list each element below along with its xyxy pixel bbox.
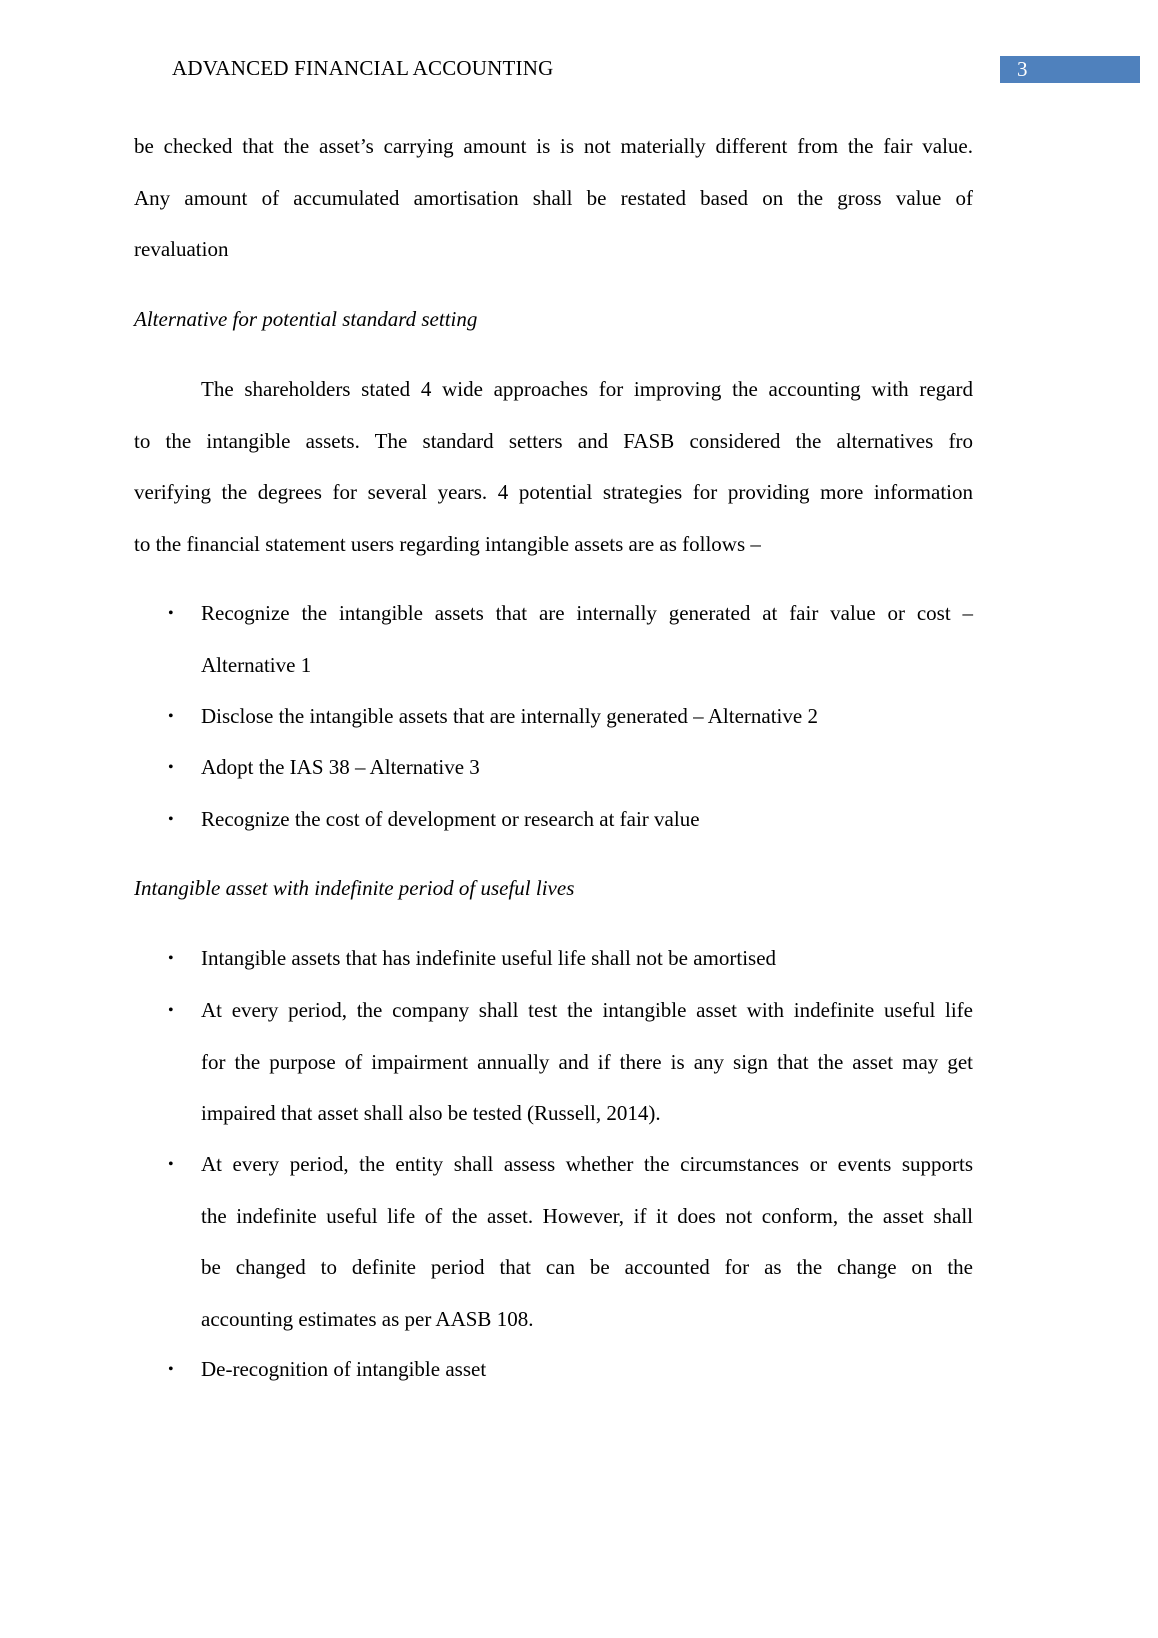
text-line: verifying the degrees for several years. 4 potential strategies for providing more information: [134, 480, 973, 505]
text-line: Recognize the intangible assets that are internally generated at fair value or cost –: [201, 601, 973, 625]
page-number: 3: [1017, 57, 1028, 81]
bullet-icon: •: [168, 708, 174, 725]
text-line: Intangible assets that has indefinite useful life shall not be amortised: [201, 946, 777, 970]
text-line: Alternative 1: [201, 652, 312, 677]
list-item: [168, 742, 973, 794]
text-line: The shareholders stated 4 wide approaches for improving the accounting with regard: [201, 377, 973, 401]
text-line: Any amount of accumulated amortisation shall be restated based on the gross value of: [134, 185, 973, 210]
text-line: the indefinite useful life of the asset. However, if it does not conform, the asset shall: [201, 1203, 973, 1228]
list-item: [168, 1344, 973, 1396]
text-line: Recognize the cost of development or research at fair value: [201, 807, 700, 831]
section-heading: Alternative for potential standard setting: [134, 307, 478, 331]
bullet-icon: •: [168, 1361, 174, 1378]
paragraph-approaches: [134, 364, 973, 570]
bullet-icon: •: [168, 605, 174, 622]
text-line: impaired that asset shall also be tested (Russell, 2014).: [201, 1101, 661, 1126]
text-line: accounting estimates as per AASB 108.: [201, 1306, 534, 1331]
bullet-icon: •: [168, 1002, 174, 1019]
bullet-icon: •: [168, 1156, 174, 1173]
text-line: revaluation: [134, 237, 229, 262]
text-line: for the purpose of impairment annually and if there is any sign that the asset may get: [201, 1049, 973, 1074]
text-line: Disclose the intangible assets that are internally generated – Alternative 2: [201, 704, 818, 728]
list-item: [168, 691, 973, 743]
running-header: ADVANCED FINANCIAL ACCOUNTING: [172, 56, 554, 80]
text-line: be checked that the asset’s carrying amount is is not materially different from the fair value.: [134, 134, 973, 158]
bullet-icon: •: [168, 759, 174, 776]
page-number-box: [1000, 56, 1140, 83]
paragraph-revaluation: [134, 121, 973, 276]
bullet-icon: •: [168, 950, 174, 967]
list-item: [168, 985, 973, 1140]
bullet-icon: •: [168, 811, 174, 828]
text-line: At every period, the company shall test the intangible asset with indefinite useful life: [201, 998, 973, 1022]
list-item: [168, 1139, 973, 1345]
list-item: [168, 933, 973, 985]
text-line: Adopt the IAS 38 – Alternative 3: [201, 755, 480, 779]
section-heading: Intangible asset with indefinite period of useful lives: [134, 876, 575, 900]
list-item: [168, 794, 973, 846]
list-item: [168, 588, 973, 691]
text-line: At every period, the entity shall assess whether the circumstances or events supports: [201, 1152, 973, 1176]
text-line: to the intangible assets. The standard setters and FASB considered the alternatives fro: [134, 428, 973, 453]
text-line: to the financial statement users regarding intangible assets are as follows –: [134, 531, 761, 556]
text-line: be changed to definite period that can be accounted for as the change on the: [201, 1255, 973, 1280]
text-line: De-recognition of intangible asset: [201, 1357, 487, 1381]
